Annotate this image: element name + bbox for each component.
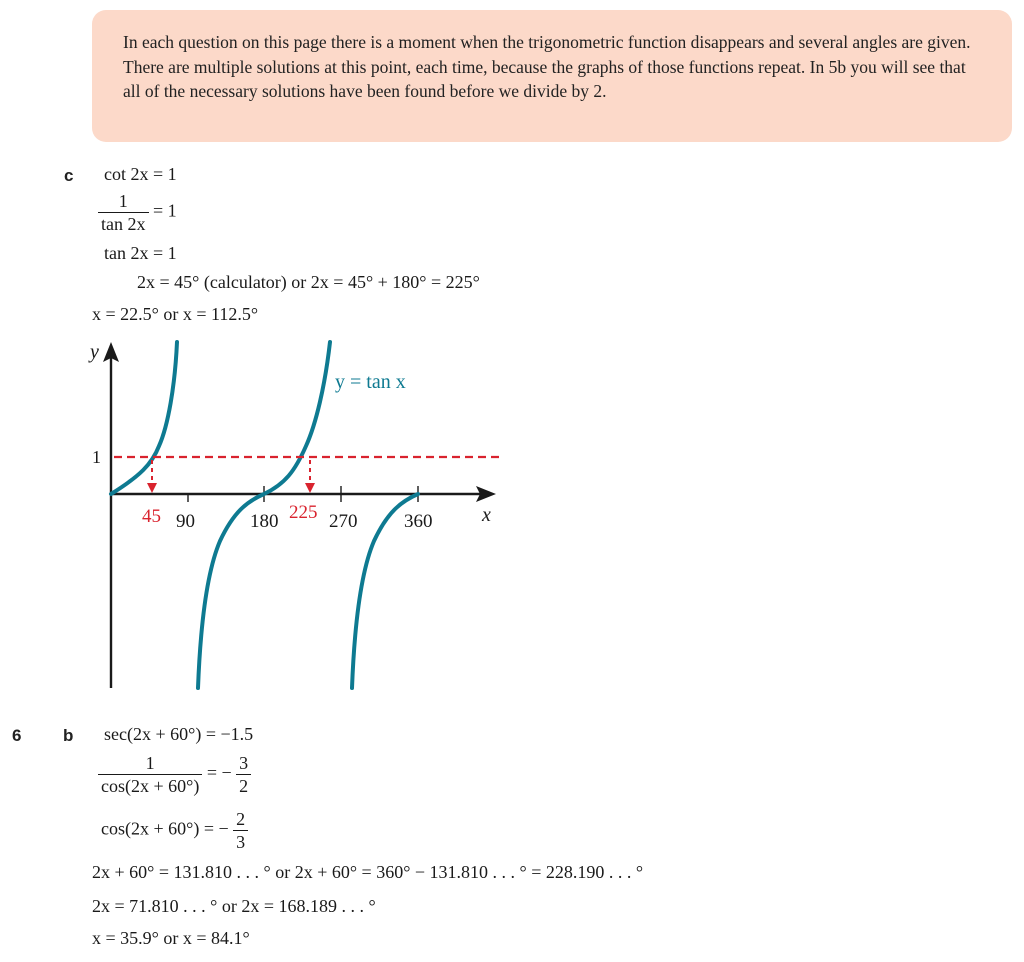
callout-text: In each question on this page there is a moment when the trigonometric function disappears and several angles are given. There are multiple solutions at this point, each time, because the graphs of those functions repeat. In 5b you will see that all of the necessary solutions have been found before we divide by 2. bbox=[123, 32, 971, 101]
dropline-45-arrow bbox=[147, 483, 157, 493]
fraction-rhs bbox=[233, 808, 248, 853]
x-tick-270-label: 270 bbox=[329, 511, 358, 532]
y-tick-1-label: 1 bbox=[92, 447, 101, 467]
part-c-line-2 bbox=[98, 190, 177, 235]
q6b-line-1: sec(2x + 60°) = −1.5 bbox=[104, 724, 254, 744]
fraction-rhs-numerator: 3 bbox=[239, 753, 249, 773]
fraction bbox=[98, 190, 149, 235]
part-c-line-4: 2x = 45° (calculator) or 2x = 45° + 180° = 225° bbox=[137, 272, 480, 292]
info-callout bbox=[92, 10, 1012, 142]
fraction-rhs bbox=[236, 752, 251, 797]
part-c-line-5: x = 22.5° or x = 112.5° bbox=[92, 304, 259, 324]
fraction-numerator: 1 bbox=[145, 753, 155, 773]
tan-graph bbox=[80, 336, 520, 696]
q6b-line-2 bbox=[98, 752, 251, 797]
x-tick-90-label: 90 bbox=[176, 511, 195, 532]
tan-curve-branch-1 bbox=[111, 342, 177, 494]
q6b-line-6: x = 35.9° or x = 84.1° bbox=[92, 928, 250, 948]
fraction-rhs-denominator: 3 bbox=[233, 830, 248, 853]
equation-equals-minus: = − bbox=[206, 762, 232, 783]
fraction-denominator: tan 2x bbox=[98, 212, 149, 235]
x-axis-label: x bbox=[482, 504, 491, 526]
question-6-part-b-label: b bbox=[63, 726, 74, 745]
q6b-line-4: 2x + 60° = 131.810 . . . ° or 2x + 60° = 360° − 131.810 . . . ° = 228.190 . . . ° bbox=[92, 862, 644, 882]
part-c-line-1: cot 2x = 1 bbox=[104, 164, 177, 184]
x-tick-180-label: 180 bbox=[250, 511, 279, 532]
equation-rhs: = 1 bbox=[153, 200, 177, 221]
question-6-number: 6 bbox=[12, 726, 22, 745]
fraction-rhs-numerator: 2 bbox=[236, 809, 246, 829]
part-c-line-3: tan 2x = 1 bbox=[104, 243, 177, 263]
dropline-225-arrow bbox=[305, 483, 315, 493]
fraction-denominator: cos(2x + 60°) bbox=[98, 774, 202, 797]
solution-225-label: 225 bbox=[289, 502, 318, 523]
fraction bbox=[98, 752, 202, 797]
x-tick-360-label: 360 bbox=[404, 511, 433, 532]
solution-45-label: 45 bbox=[142, 506, 161, 527]
q6b-line-5: 2x = 71.810 . . . ° or 2x = 168.189 . . . ° bbox=[92, 896, 376, 916]
fraction-numerator: 1 bbox=[118, 191, 128, 211]
curve-label: y = tan x bbox=[335, 371, 406, 393]
q6b-line-3 bbox=[101, 808, 248, 853]
part-c-label: c bbox=[64, 166, 74, 185]
fraction-rhs-denominator: 2 bbox=[236, 774, 251, 797]
equation-lhs: cos(2x + 60°) = − bbox=[101, 818, 229, 839]
y-axis-label: y bbox=[90, 341, 99, 363]
